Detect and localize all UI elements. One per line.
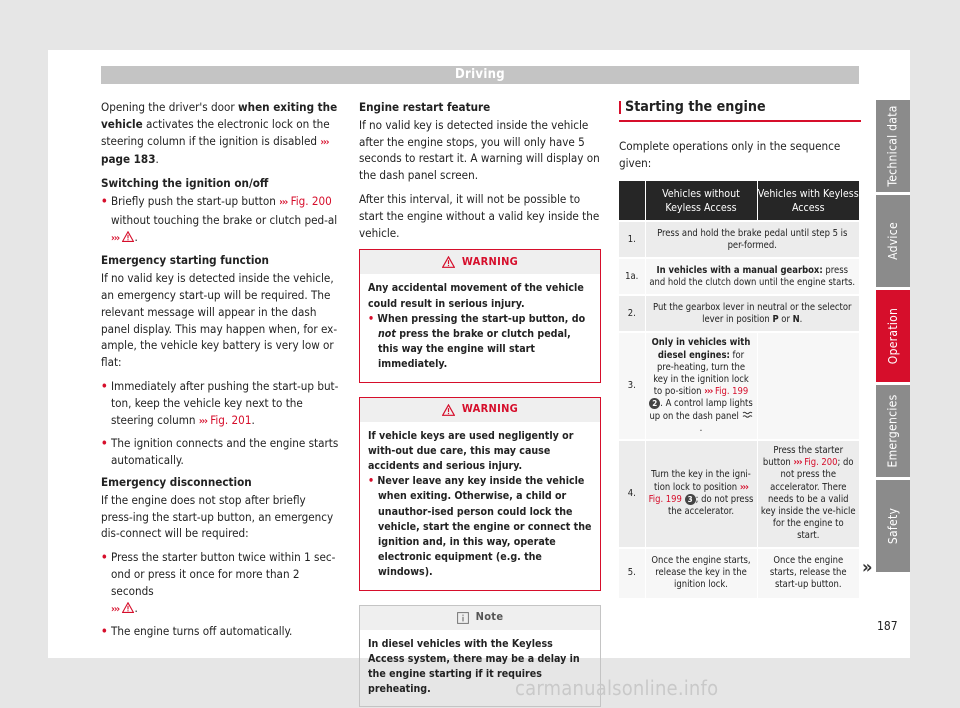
fig-199-link[interactable]: Fig. 199 xyxy=(712,386,749,398)
warning-icon[interactable] xyxy=(122,231,134,242)
restart-heading: Engine restart feature xyxy=(359,100,491,114)
table-row xyxy=(619,548,859,598)
page-ref-link[interactable]: page 183 xyxy=(101,152,156,167)
restart-paragraph-1: If no valid key is detected inside the vehicle after the engine stops, you will only have 5 seconds to restart it. A warning will display on the dash panel screen. xyxy=(359,117,600,183)
tab-advice[interactable]: Advice xyxy=(876,195,910,287)
warning-icon xyxy=(442,256,455,268)
table-row xyxy=(619,221,859,258)
warning-box xyxy=(359,249,601,382)
callout-3: 3 xyxy=(685,494,696,505)
tab-technical-data[interactable]: Technical data xyxy=(876,100,910,192)
list-item: • When pressing the start-up button, do not press the brake or clutch pedal, this way the engine will start immediately. xyxy=(368,312,586,371)
restart-paragraph-2: After this interval, it will not be possible to start the engine without a valid key inside the vehicle. xyxy=(359,191,600,240)
note-label: Note xyxy=(475,610,504,624)
table-header-with-keyless: Vehicles with Keyless Access xyxy=(757,181,859,221)
step-text: Only in vehicles with diesel engines: for pre-heating, turn the key in the ignition lock to po-sition ››› Fig. 199 2 . A control lamp lights up on the dash panel . xyxy=(645,332,757,440)
section-tabs xyxy=(876,100,910,575)
column-left xyxy=(101,99,339,645)
table-row xyxy=(619,258,859,295)
note-text: In diesel vehicles with the Keyless Access system, there may be a delay in the engine starting if it requires preheating. xyxy=(368,637,580,696)
step-text: Press and hold the brake pedal until step 5 is per-formed. xyxy=(645,221,859,258)
warning-text: If vehicle keys are used negligently or with-out due care, this may cause accidents and serious injury. xyxy=(368,429,574,472)
list-item: • Never leave any key inside the vehicle when exiting. Otherwise, a child or unauthor-ised person could lock the vehicle, start the engine or connect the ignition and, in this way, operate electronic equipment (e.g. the windows). xyxy=(368,475,592,579)
step-number: 2. xyxy=(619,295,645,332)
table-header-row xyxy=(619,181,859,221)
warning-icon[interactable] xyxy=(122,602,134,613)
step-text: Once the engine starts, release the key in the ignition lock. xyxy=(645,548,757,598)
step-number: 4. xyxy=(619,440,645,548)
continue-arrow-icon: » xyxy=(862,557,873,578)
fig-199-link[interactable]: Fig. 199 xyxy=(648,493,682,505)
step-number: 3. xyxy=(619,332,645,440)
column-right xyxy=(619,99,861,598)
table-row xyxy=(619,440,859,548)
list-item: • The ignition connects and the engine starts automatically. xyxy=(101,436,339,468)
warning-header xyxy=(360,250,600,274)
tab-operation[interactable]: Operation xyxy=(876,290,910,382)
tab-emergencies[interactable]: Emergencies xyxy=(876,385,910,477)
callout-2: 2 xyxy=(649,398,660,409)
list-item: • The engine turns off automatically. xyxy=(101,624,293,639)
table-row xyxy=(619,295,859,332)
warning-body xyxy=(360,422,600,590)
step-number: 1. xyxy=(619,221,645,258)
step-text: Turn the key in the igni-tion lock to position ››› Fig. 199 3 ; do not press the accelerator. xyxy=(645,440,757,548)
step-text: Once the engine starts, release the start-up button. xyxy=(757,548,859,598)
list-item: • Briefly push the start-up button ››› Fig. 200 without touching the brake or clutch ped-al ››› . xyxy=(101,193,338,244)
page-number: 187 xyxy=(877,619,898,633)
warning-body xyxy=(360,274,600,381)
watermark: carmanualsonline.info xyxy=(515,676,719,700)
section-title: Starting the engine xyxy=(619,99,861,122)
step-text: Press the starter button ››› Fig. 200; do not press the accelerator. There needs to be a valid key inside the ve-hicle for the engine to start. xyxy=(757,440,859,548)
warning-label: WARNING xyxy=(461,402,519,416)
table-header-without-keyless: Vehicles without Keyless Access xyxy=(645,181,757,221)
glow-plug-icon xyxy=(742,411,753,419)
step-text-empty xyxy=(757,332,859,440)
tab-safety[interactable]: Safety xyxy=(876,480,910,572)
warning-box xyxy=(359,397,601,591)
emergency-disconnect-heading: Emergency disconnection xyxy=(101,474,252,489)
step-text: In vehicles with a manual gearbox: press and hold the clutch down until the engine starts. xyxy=(645,258,859,295)
step-number: 1a. xyxy=(619,258,645,295)
fig-200-link[interactable]: Fig. 200 xyxy=(801,457,838,469)
step-text: Put the gearbox lever in neutral or the selector lever in position P or N. xyxy=(645,295,859,332)
table-row xyxy=(619,332,859,440)
start-sequence-table xyxy=(619,181,859,597)
intro-paragraph: Opening the driver's door when exiting the vehicle activates the electronic lock on the steering column if the ignition is disabled ››› page 183. xyxy=(101,100,338,167)
warning-icon xyxy=(442,404,455,416)
list-item: • Immediately after pushing the start-up but-ton, keep the vehicle key next to the steering column ››› Fig. 201. xyxy=(101,378,339,427)
switching-heading: Switching the ignition on/off xyxy=(101,176,269,191)
warning-text: Any accidental movement of the vehicle could result in serious injury. xyxy=(368,282,584,310)
page-header: Driving xyxy=(101,66,859,84)
warning-label: WARNING xyxy=(461,254,519,268)
note-header xyxy=(360,606,600,630)
step-number: 5. xyxy=(619,548,645,598)
list-item: • Press the starter button twice within 1 sec-ond or press it once for more than 2 seconds ››› . xyxy=(101,550,336,615)
emergency-start-paragraph: If no valid key is detected inside the vehicle, an emergency start-up will be required. The relevant message will appear in the dash panel display. This may happen when, for ex-ample, the vehicle key battery is very low or flat: xyxy=(101,271,338,370)
note-icon xyxy=(457,612,469,624)
sequence-intro: Complete operations only in the sequence given: xyxy=(619,138,841,170)
fig-201-link[interactable]: Fig. 201 xyxy=(206,412,252,427)
emergency-disconnect-paragraph: If the engine does not stop after briefly press-ing the start-up button, an emergency dis-connect will be required: xyxy=(101,492,334,541)
fig-200-link[interactable]: Fig. 200 xyxy=(287,193,332,208)
warning-header xyxy=(360,398,600,422)
column-middle xyxy=(359,99,601,708)
table-header-empty xyxy=(619,181,645,221)
emergency-start-heading: Emergency starting function xyxy=(101,253,269,268)
